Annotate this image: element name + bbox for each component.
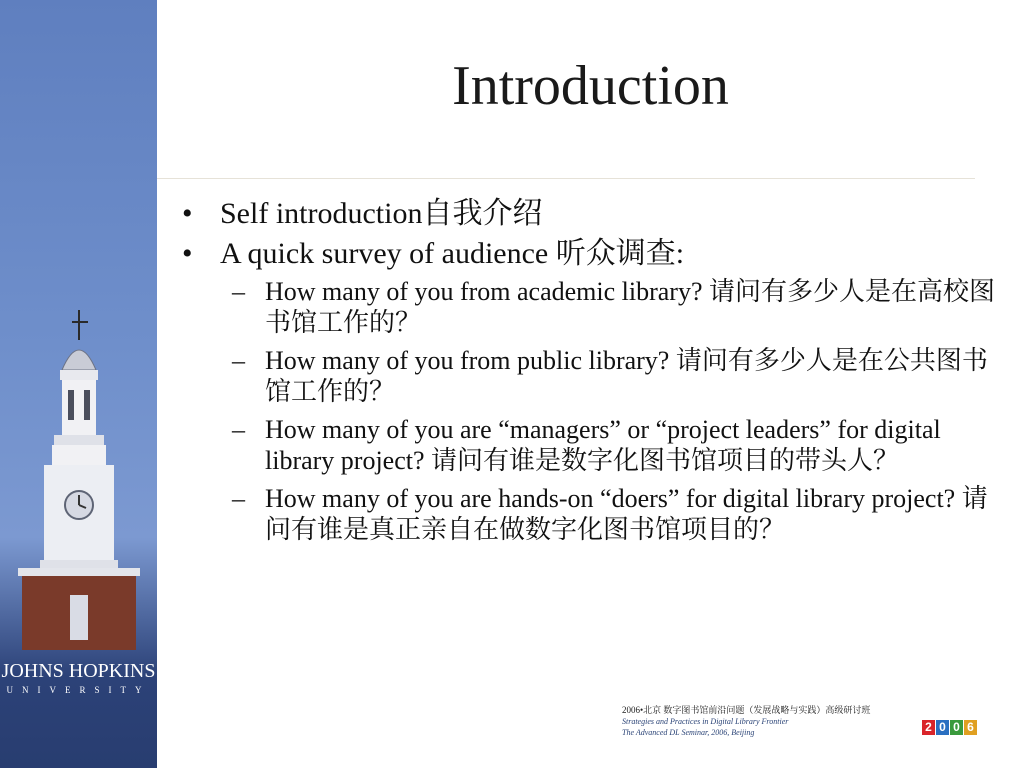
sub-bullet-text: How many of you are “managers” or “project leaders” for digital library project? 请问有谁是数字化图书馆项目的带头人？: [265, 415, 941, 475]
badge-digit: 6: [964, 720, 977, 735]
sub-bullet-item: [180, 345, 1005, 407]
dash-icon: –: [232, 484, 245, 513]
footer-line-english: Strategies and Practices in Digital Library Frontier: [622, 717, 789, 726]
sub-bullet-item: [180, 276, 1005, 338]
slide-title: Introduction: [452, 55, 729, 117]
dash-icon: –: [232, 346, 245, 375]
dash-icon: –: [232, 277, 245, 306]
footer-line-chinese: 2006•北京 数字图书馆前沿问题（发展战略与实践）高级研讨班: [622, 705, 871, 715]
title-divider: [157, 178, 975, 179]
logo-name: JOHNS HOPKINS: [1, 660, 156, 682]
bullet-icon: •: [182, 197, 193, 230]
badge-digit: 0: [936, 720, 949, 735]
sidebar-panel: [0, 0, 157, 768]
footer-line-seminar: The Advanced DL Seminar, 2006, Beijing: [622, 728, 755, 737]
badge-digit: 0: [950, 720, 963, 735]
bullet-item: [180, 236, 1010, 272]
university-logo: [0, 660, 157, 695]
seminar-footer: [622, 705, 922, 738]
bullet-icon: •: [182, 237, 193, 270]
badge-digit: 2: [922, 720, 935, 735]
logo-subtitle: UNIVERSITY: [6, 685, 151, 695]
bullet-text: Self introduction自我介绍: [220, 197, 543, 230]
year-badge: [922, 720, 978, 735]
sub-bullet-text: How many of you from academic library? 请问有多少人是在高校图书馆工作的？: [265, 277, 996, 337]
dash-icon: –: [232, 415, 245, 444]
sub-bullet-text: How many of you from public library? 请问有多少人是在公共图书馆工作的？: [265, 346, 988, 406]
clock-tower-image: [0, 300, 157, 650]
slide-body: [180, 196, 1010, 552]
sub-bullet-text: How many of you are hands-on “doers” for digital library project? 请问有谁是真正亲自在做数字化图书馆项目的？: [265, 484, 988, 544]
bullet-item: [180, 196, 1010, 232]
sub-bullet-item: [180, 483, 1005, 545]
bullet-text: A quick survey of audience 听众调查:: [220, 237, 685, 270]
sub-bullet-item: [180, 414, 1005, 476]
